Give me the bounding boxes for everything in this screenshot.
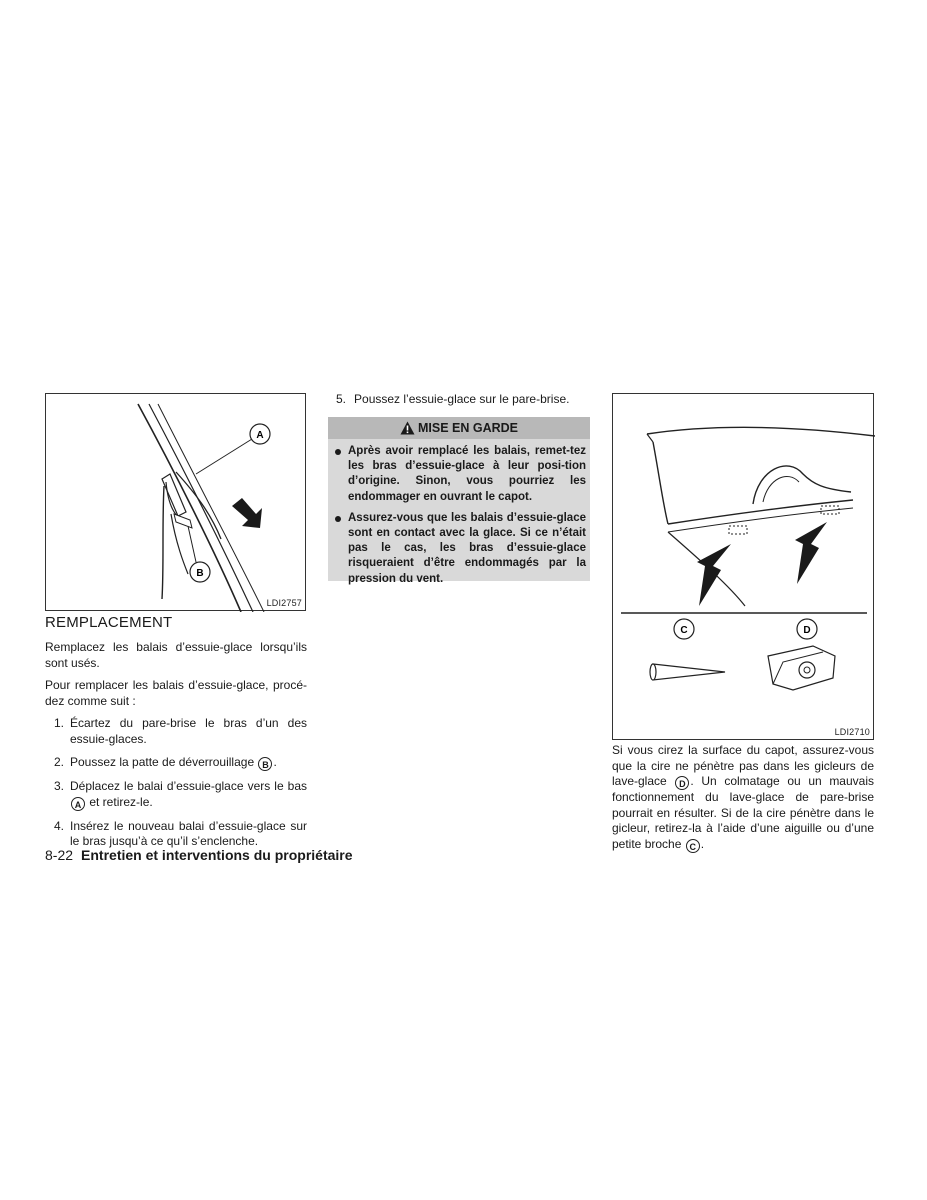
procedure-paragraph: Pour remplacer les balais d’essuie-glace, procé-dez comme suit : bbox=[45, 678, 307, 708]
waxing-paragraph: Si vous cirez la surface du capot, assurez-vous que la cire ne pénètre pas dans les gicleurs de lave-glace D . Un colmatage ou un mauvais fonctionnement du lave-glace de pare-brise pourrait en résulter. Si de la cire pénètre dans le gicleur, retirez-la à l’aide d’une aiguille ou d’une petite broche C . bbox=[612, 743, 874, 852]
caution-item: Assurez-vous que les balais d’essuie-glace sont en contact avec la glace. Si ce n’était pas le cas, les bras d’essuie-glace risqueraient d’être endommagés par la pression du vent. bbox=[333, 511, 586, 587]
step-1: 1. Écartez du pare-brise le bras d’un des essuie-glaces. bbox=[54, 716, 307, 746]
chapter-title: Entretien et interventions du propriétaire bbox=[81, 847, 353, 863]
ref-d: D bbox=[675, 776, 689, 790]
left-nozzle-arrow-icon bbox=[697, 544, 731, 606]
steps-list bbox=[45, 716, 307, 858]
page-number: 8-22 bbox=[45, 847, 74, 863]
label-c: C bbox=[680, 625, 688, 636]
washer-nozzle-drawing bbox=[613, 394, 875, 741]
wiper-arm-drawing bbox=[46, 394, 307, 612]
washer-nozzle-illustration bbox=[612, 393, 874, 740]
label-d: D bbox=[803, 625, 811, 636]
step-4: 4. Insérez le nouveau balai d’essuie-glace sur le bras jusqu’à ce qu’il s’enclenche. bbox=[54, 818, 307, 848]
caution-title-bar bbox=[328, 417, 590, 439]
caution-list bbox=[328, 439, 590, 597]
label-b: B bbox=[196, 568, 204, 579]
ref-c: C bbox=[686, 839, 700, 853]
step-3: 3. Déplacez le balai d’essuie-glace vers le bas A et retirez-le. bbox=[54, 779, 307, 810]
ref-a: A bbox=[71, 797, 85, 811]
needle-icon bbox=[650, 664, 725, 680]
step-5: 5. Poussez l’essuie-glace sur le pare-brise. bbox=[336, 392, 570, 406]
wiper-arm-illustration bbox=[45, 393, 306, 611]
label-a: A bbox=[256, 430, 264, 441]
figure-code: LDI2757 bbox=[266, 598, 302, 608]
caution-box bbox=[328, 417, 590, 585]
figure-code: LDI2710 bbox=[834, 727, 870, 737]
page-footer bbox=[45, 847, 353, 863]
right-nozzle-arrow-icon bbox=[795, 522, 827, 584]
intro-paragraph: Remplacez les balais d’essuie-glace lorsqu’ils sont usés. bbox=[45, 640, 307, 670]
washer-nozzle-icon bbox=[768, 646, 835, 690]
caution-title: MISE EN GARDE bbox=[417, 421, 518, 435]
caution-item: Après avoir remplacé les balais, remet-tez les bras d’essuie-glace à leur posi-tion d’origine. Sinon, vous pourriez les endommager en ouvrant le capot. bbox=[333, 444, 586, 505]
warning-triangle-icon bbox=[400, 421, 415, 435]
ref-b: B bbox=[258, 757, 272, 771]
section-heading: REMPLACEMENT bbox=[45, 614, 173, 631]
step-2: 2. Poussez la patte de déverrouillage B . bbox=[54, 755, 277, 770]
push-down-arrow-icon bbox=[232, 498, 262, 528]
